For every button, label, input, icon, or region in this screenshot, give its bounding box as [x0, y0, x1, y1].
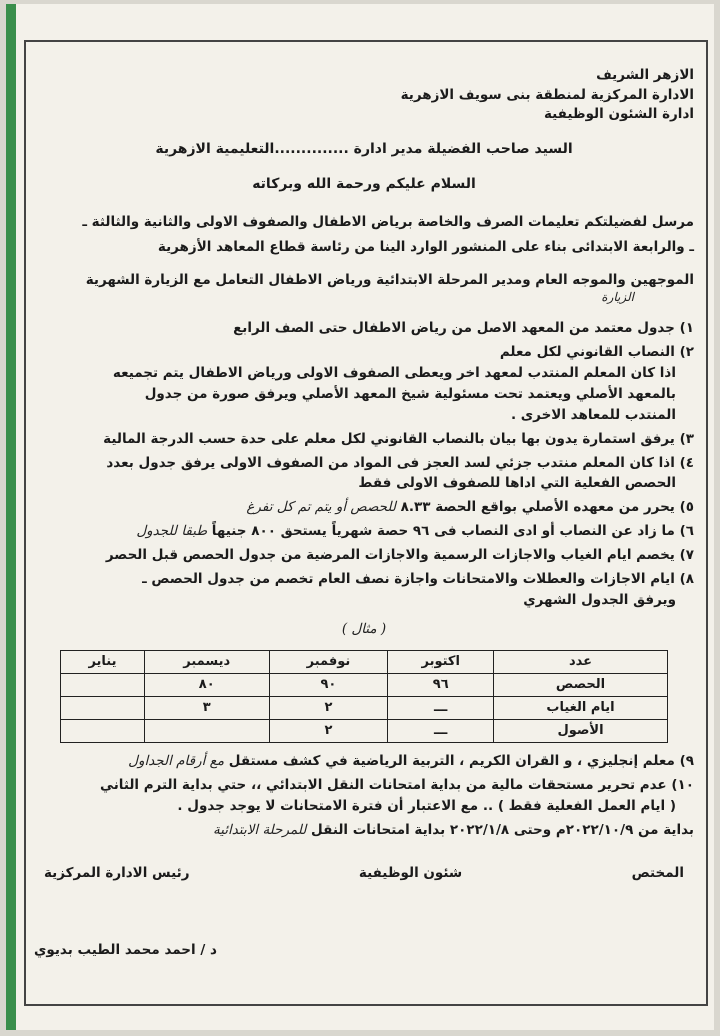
period-handwriting: للمرحلة الابتدائية — [212, 822, 307, 839]
letterhead-line-1: الازهر الشريف — [596, 67, 694, 83]
letter-body — [34, 66, 694, 961]
intro-line-2: ـ والرابعة الابتدائى بناء على المنشور الوارد الينا من رئاسة قطاع المعاهد الأزهرية — [157, 238, 694, 255]
salutation: السلام عليكم ورحمة الله وبركاته — [252, 176, 476, 193]
letterhead — [34, 66, 694, 125]
table-header-cell: نوفمبر — [269, 650, 387, 673]
table-header-cell: عدد — [494, 650, 667, 673]
instruction-text: الموجهين والموجه العام ومدير المرحلة الابتدائية ورياض الاطفال التعامل مع الزيارة الشهرية — [85, 271, 694, 288]
table-cell: الأصول — [494, 720, 667, 743]
item-9 — [34, 751, 694, 772]
letterhead-line-2: الادارة المركزية لمنطقة بنى سويف الازهرية — [400, 86, 694, 103]
table-cell: ٢ — [269, 720, 387, 743]
table-cell — [144, 720, 269, 743]
signature-row — [34, 863, 694, 884]
letterhead-line-3: ادارة الشئون الوظيفية — [543, 106, 694, 123]
table-row — [61, 674, 667, 697]
item-5 — [34, 497, 694, 518]
item-2: ٢) النصاب القانوني لكل معلم — [499, 343, 694, 360]
addressee: السيد صاحب الفضيلة مدير ادارة ..............التعليمية الازهرية — [155, 140, 573, 157]
table-header-cell: ديسمبر — [144, 650, 269, 673]
table-cell — [61, 697, 144, 720]
period-text: بداية من ٢٠٢٢/١٠/٩م وحتى ٢٠٢٢/١/٨ بداية امتحانات النقل — [311, 822, 694, 839]
table-header-cell: يناير — [61, 650, 144, 673]
item-4: ٤) اذا كان المعلم منتدب جزئي لسد العجز فى المواد من الصفوف الاولى يرفق جدول بعدد — [106, 454, 694, 471]
item-1: ١) جدول معتمد من المعهد الاصل من رياض الاطفال حتى الصف الرابع — [233, 320, 694, 337]
table-cell: الحصص — [494, 674, 667, 697]
signature-head: رئيس الادارة المركزية — [44, 865, 190, 882]
intro-line-1: مرسل لفضيلتكم تعليمات الصرف والخاصة برياض الاطفال والصفوف الاولى والثانية والثالثة ـ — [82, 214, 694, 231]
signature-specialist: المختص — [631, 865, 684, 882]
item-2-sub-3: المنتدب للمعاهد الاخرى . — [510, 406, 676, 423]
item-9-handwriting: مع أرقام الجداول — [128, 753, 225, 770]
items-list-2 — [34, 751, 694, 841]
table-header-cell: اكتوبر — [388, 650, 494, 673]
table-cell: ٣ — [144, 697, 269, 720]
item-7: ٧) يخصم ايام الغياب والاجازات الرسمية والاجازات المرضية من جدول الحصص قبل الحصر — [105, 547, 694, 564]
table-cell: ـــ — [388, 720, 494, 743]
item-2-sub-2: بالمعهد الأصلي ويعتمد تحت مسئولية شيخ المعهد الأصلي ويرفق صورة من جدول — [144, 385, 676, 402]
item-10: ١٠) عدم تحرير مستحقات مالية من بداية امتحانات النقل الابتدائي ،، حتي بداية الترم الثاني — [100, 777, 694, 794]
table-row — [61, 720, 667, 743]
item-5-text: ٥) يحرر من معهده الأصلي بواقع الحصة ٨.٣٣ — [400, 499, 694, 516]
item-2-sub-1: اذا كان المعلم المنتدب لمعهد اخر ويعطى الصفوف الاولى ورياض الاطفال يتم تجميعه — [112, 364, 676, 381]
item-4-sub-1: الحصص الفعلية التي اداها للصفوف الاولى فقط — [358, 475, 676, 492]
table-row — [61, 697, 667, 720]
item-8-sub-1: ويرفق الجدول الشهري — [523, 592, 676, 609]
signature-affairs: شئون الوظيفية — [358, 865, 463, 882]
item-3: ٣) يرفق استمارة يدون بها بيان بالنصاب القانوني لكل معلم على حدة حسب الدرجة المالية — [103, 430, 694, 447]
instruction-handwriting: الزيارة — [601, 289, 634, 304]
instruction — [34, 270, 694, 304]
item-6 — [34, 521, 694, 542]
item-10-sub-1: ( ايام العمل الفعلية فقط ) .. مع الاعتبار أن فترة الامتحانات لا يوجد جدول . — [177, 798, 676, 815]
item-8: ٨) ايام الاجازات والعطلات والامتحانات واجازة نصف العام تخصم من جدول الحصص ـ — [142, 571, 694, 588]
table-cell: ٩٦ — [388, 674, 494, 697]
table-cell — [61, 674, 144, 697]
item-6-handwriting: طبقا للجدول — [136, 523, 208, 540]
table-cell: ٩٠ — [269, 674, 387, 697]
table-cell: ٨٠ — [144, 674, 269, 697]
signer-name: د / احمد محمد الطيب بديوي — [34, 942, 217, 959]
example-label: ( مثال ) — [341, 621, 387, 637]
monthly-table — [60, 650, 667, 744]
item-9-text: ٩) معلم إنجليزي ، و القران الكريم ، التربية الرياضية في كشف مستقل — [228, 753, 694, 770]
table-header-row — [61, 650, 667, 673]
items-list — [34, 318, 694, 611]
table-cell: ٢ — [269, 697, 387, 720]
table-cell: ايام الغياب — [494, 697, 667, 720]
table-cell: ـــ — [388, 697, 494, 720]
period-line — [34, 820, 694, 841]
document-page — [6, 4, 714, 1030]
table-cell — [61, 720, 144, 743]
item-6-text: ٦) ما زاد عن النصاب أو ادى النصاب فى ٩٦ حصة شهرياً يستحق ٨٠٠ جنيهاً — [211, 523, 694, 540]
item-5-handwriting: للحصص أو يتم تم كل تفرغ — [246, 499, 396, 516]
